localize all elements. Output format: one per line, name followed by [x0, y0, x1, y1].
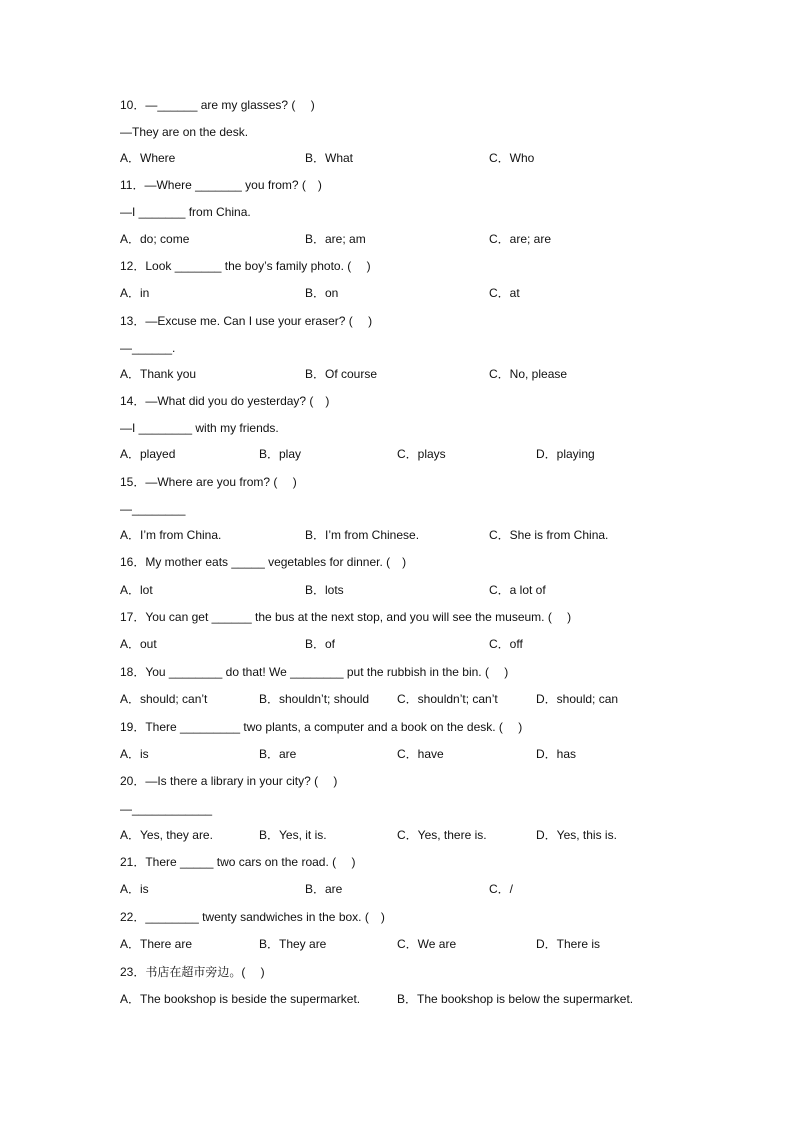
question-17-stem: 17．You can get ______ the bus at the next stop, and you will see the museum. ( ): [120, 610, 572, 624]
option-b[interactable]: B．are: [305, 882, 343, 896]
question-14-stem: 14．—What did you do yesterday? ( ): [120, 394, 330, 408]
question-16-options: [120, 581, 680, 599]
question-22-stem: 22．________ twenty sandwiches in the box. ( ): [120, 910, 385, 924]
option-c[interactable]: C．plays: [397, 447, 446, 461]
option-a[interactable]: A．Yes, they are.: [120, 828, 213, 842]
option-b[interactable]: B．play: [259, 447, 302, 461]
option-b[interactable]: B．lots: [305, 583, 344, 597]
question-13-options: [120, 365, 680, 383]
option-a[interactable]: A．do; come: [120, 232, 190, 246]
option-a[interactable]: A．is: [120, 747, 149, 761]
question-11-reply: —I _______ from China.: [120, 205, 251, 219]
option-c[interactable]: C．No, please: [489, 367, 568, 381]
option-a[interactable]: A．should; can’t: [120, 692, 208, 706]
option-b[interactable]: B．Of course: [305, 367, 378, 381]
question-16-stem: 16．My mother eats _____ vegetables for dinner. ( ): [120, 555, 407, 569]
question-23-options: [120, 990, 680, 1008]
option-c[interactable]: C．shouldn’t; can’t: [397, 692, 498, 706]
question-22-options: [120, 935, 680, 953]
option-b[interactable]: B．shouldn’t; should: [259, 692, 370, 706]
option-c[interactable]: C．She is from China.: [489, 528, 609, 542]
question-10-reply: —They are on the desk.: [120, 125, 249, 139]
question-14-options: [120, 445, 680, 463]
option-c[interactable]: C．at: [489, 286, 520, 300]
option-b[interactable]: B．Yes, it is.: [259, 828, 327, 842]
question-14-reply: —I ________ with my friends.: [120, 421, 279, 435]
question-11-stem: 11．—Where _______ you from? ( ): [120, 178, 322, 192]
option-a[interactable]: A．I’m from China.: [120, 528, 222, 542]
option-d[interactable]: D．There is: [536, 937, 601, 951]
option-d[interactable]: D．has: [536, 747, 577, 761]
question-19-options: [120, 745, 680, 763]
option-d[interactable]: D．Yes, this is.: [536, 828, 617, 842]
question-17-options: [120, 635, 680, 653]
option-c[interactable]: C．/: [489, 882, 514, 896]
option-d[interactable]: D．playing: [536, 447, 595, 461]
option-a[interactable]: A．is: [120, 882, 149, 896]
question-21-stem: 21．There _____ two cars on the road. ( ): [120, 855, 356, 869]
question-11-options: [120, 230, 680, 248]
option-c[interactable]: C．Yes, there is.: [397, 828, 487, 842]
question-10-options: [120, 149, 680, 167]
option-b[interactable]: B．of: [305, 637, 336, 651]
question-15-reply: —________: [120, 502, 186, 516]
option-a[interactable]: A．lot: [120, 583, 153, 597]
option-b[interactable]: B．What: [305, 151, 354, 165]
question-13-stem: 13．—Excuse me. Can I use your eraser? ( ): [120, 314, 373, 328]
option-a[interactable]: A．Thank you: [120, 367, 197, 381]
option-b[interactable]: B．on: [305, 286, 339, 300]
question-12-stem: 12．Look _______ the boy’s family photo. ( ): [120, 259, 371, 273]
option-b[interactable]: B．are; am: [305, 232, 366, 246]
question-13-reply: —______.: [120, 341, 176, 355]
question-20-options: [120, 826, 680, 844]
question-15-stem: 15．—Where are you from? ( ): [120, 475, 297, 489]
question-12-options: [120, 284, 680, 302]
option-c[interactable]: C．have: [397, 747, 444, 761]
option-a[interactable]: A．Where: [120, 151, 176, 165]
question-21-options: [120, 880, 680, 898]
option-c[interactable]: C．a lot of: [489, 583, 546, 597]
question-20-reply: —____________: [120, 802, 213, 816]
option-d[interactable]: D．should; can: [536, 692, 619, 706]
option-a[interactable]: A．There are: [120, 937, 193, 951]
question-18-options: [120, 690, 680, 708]
question-20-stem: 20．—Is there a library in your city? ( ): [120, 774, 338, 788]
option-a[interactable]: A．played: [120, 447, 176, 461]
option-a[interactable]: A．out: [120, 637, 157, 651]
question-18-stem: 18．You ________ do that! We ________ put the rubbish in the bin. ( ): [120, 665, 509, 679]
option-c[interactable]: C．off: [489, 637, 523, 651]
option-b[interactable]: B．The bookshop is below the supermarket.: [397, 992, 634, 1006]
option-b[interactable]: B．I’m from Chinese.: [305, 528, 420, 542]
option-a[interactable]: A．The bookshop is beside the supermarket.: [120, 992, 361, 1006]
question-10-stem: 10．—______ are my glasses? ( ): [120, 98, 315, 112]
option-b[interactable]: B．They are: [259, 937, 327, 951]
question-19-stem: 19．There _________ two plants, a computer and a book on the desk. ( ): [120, 720, 523, 734]
option-a[interactable]: A．in: [120, 286, 150, 300]
option-c[interactable]: C．are; are: [489, 232, 552, 246]
option-c[interactable]: C．We are: [397, 937, 457, 951]
option-b[interactable]: B．are: [259, 747, 297, 761]
option-c[interactable]: C．Who: [489, 151, 535, 165]
question-23-stem: 23．书店在超市旁边。( ): [120, 965, 265, 979]
question-15-options: [120, 526, 680, 544]
